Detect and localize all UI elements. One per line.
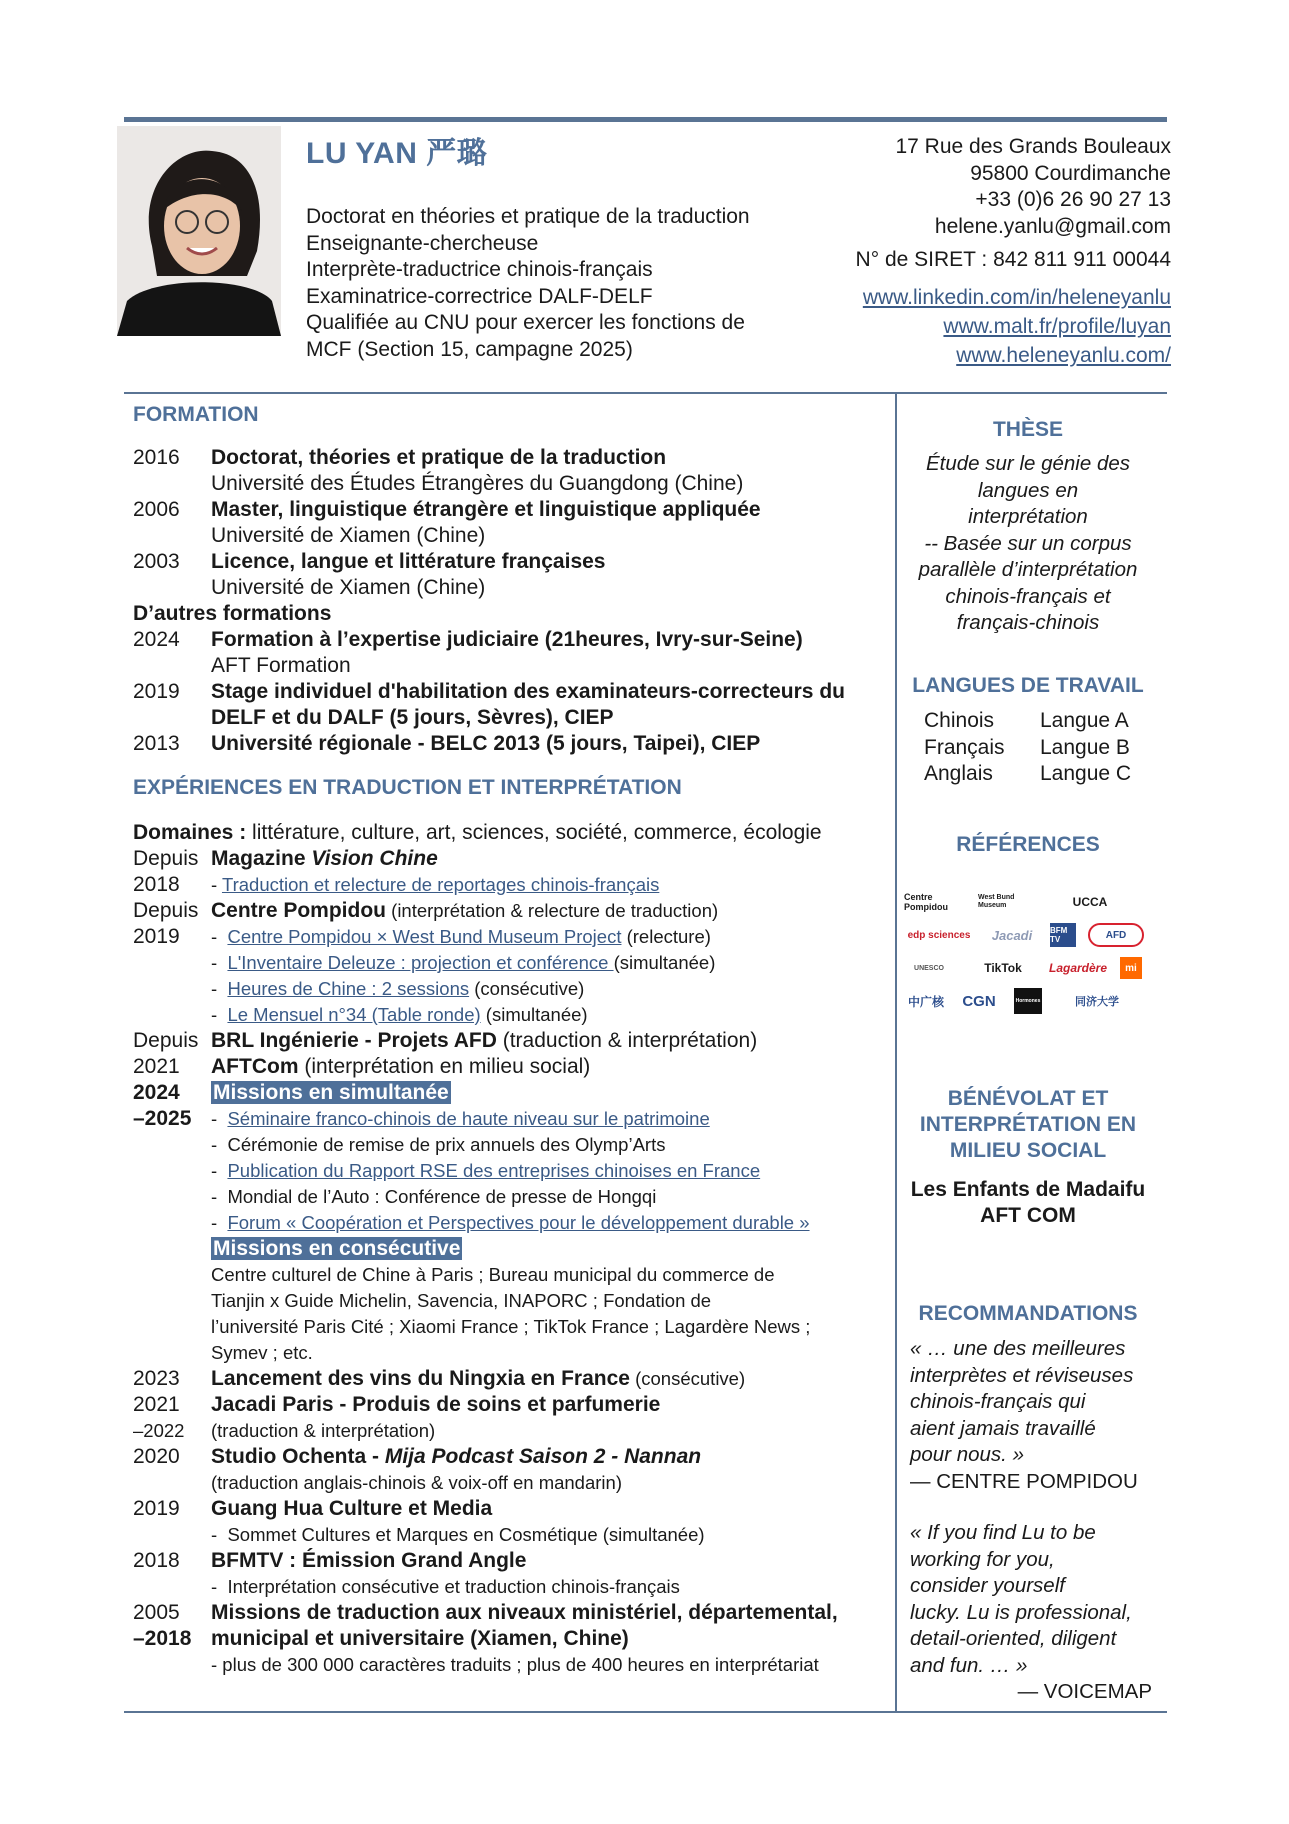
tongji-logo: 同济大学 xyxy=(1075,996,1119,1008)
note: (traduction anglais-chinois & voix-off en mandarin) xyxy=(211,1472,622,1493)
afd-logo: AFD xyxy=(1088,923,1144,947)
mission-item: - Mondial de l’Auto : Conférence de presse de Hongqi xyxy=(211,1186,657,1207)
task-item: - Heures de Chine : 2 sessions (consécutive) xyxy=(211,978,585,999)
org-missions: Missions de traduction aux niveaux ministériel, départemental, xyxy=(211,1601,838,1624)
address-city: 95800 Courdimanche xyxy=(970,161,1171,185)
school: Université des Études Étrangères du Guangdong (Chine) xyxy=(211,472,744,495)
task-item: - Sommet Cultures et Marques en Cosmétique (simultanée) xyxy=(211,1524,705,1545)
edp-sciences-logo: edp sciences xyxy=(907,929,971,941)
footer-rule xyxy=(124,1711,1167,1713)
year-end: –2025 xyxy=(133,1107,192,1130)
task-item: - Centre Pompidou × West Bund Museum Project (relecture) xyxy=(211,926,711,947)
unesco-logo: UNESCO xyxy=(914,964,944,972)
training-org: AFT Formation xyxy=(211,654,351,677)
lagardere-logo: Lagardère xyxy=(1048,961,1108,975)
recommendation-author: — CENTRE POMPIDOU xyxy=(910,1469,1138,1493)
org-aftcom: AFTCom (interprétation en milieu social) xyxy=(211,1055,591,1078)
year: 2020 xyxy=(133,1445,180,1468)
consecutive-clients: l’université Paris Cité ; Xiaomi France ; TikTok France ; Lagardère News ; xyxy=(211,1316,811,1337)
note: (traduction & interprétation) xyxy=(211,1420,436,1441)
domains-label: Domaines : xyxy=(133,821,247,844)
west-bund-logo: West Bund Museum xyxy=(978,894,1015,909)
references-heading: RÉFÉRENCES xyxy=(956,833,1100,856)
year: 2013 xyxy=(133,732,180,755)
qualification-line: Examinatrice-correctrice DALF-DELF xyxy=(306,284,653,308)
task-link[interactable]: L'Inventaire Deleuze : projection et conférence xyxy=(227,952,614,973)
org-bfmtv: BFMTV : Émission Grand Angle xyxy=(211,1549,527,1572)
year: 2024 xyxy=(133,1081,180,1104)
other-formations-heading: D’autres formations xyxy=(133,602,332,625)
task-link[interactable]: Heures de Chine : 2 sessions xyxy=(227,978,470,999)
qualifications xyxy=(306,204,750,363)
task-link[interactable]: Centre Pompidou × West Bund Museum Project xyxy=(227,926,622,947)
year: 2018 xyxy=(133,1549,180,1572)
language-levels: Langue A Langue B Langue C xyxy=(1040,709,1132,785)
domains xyxy=(133,820,822,846)
malt-link[interactable]: www.malt.fr/profile/luyan xyxy=(943,315,1171,338)
school: Université de Xiamen (Chine) xyxy=(211,576,486,599)
org-jacadi: Jacadi Paris - Produis de soins et parfumerie xyxy=(211,1393,661,1416)
website-link[interactable]: www.heleneyanlu.com/ xyxy=(956,344,1171,367)
task-item: - Le Mensuel n°34 (Table ronde) (simultanée) xyxy=(211,1004,588,1025)
org-ningxia: Lancement des vins du Ningxia en France (consécutive) xyxy=(211,1367,746,1390)
qualification-line: Enseignante-chercheuse xyxy=(306,231,539,255)
year: 2019 xyxy=(133,680,180,703)
recommendation-voicemap: « If you find Lu to be working for you, consider yourself lucky. Lu is professional, detail-oriented, diligent and fun. … » — VOICEMAP xyxy=(910,1520,1160,1706)
year: 2024 xyxy=(133,628,180,651)
profile-links xyxy=(863,283,1171,370)
depuis: Depuis xyxy=(133,899,199,922)
qualification-line: Qualifiée au CNU pour exercer les fonctions de xyxy=(306,311,745,334)
training-title: Stage individuel d'habilitation des examinateurs-correcteurs du xyxy=(211,680,845,703)
year: 2023 xyxy=(133,1367,180,1390)
qualification-line: Interprète-traductrice chinois-français xyxy=(306,258,653,281)
these-heading: THÈSE xyxy=(992,418,1063,441)
year: 2005 xyxy=(133,1601,180,1624)
recommendations-heading: RECOMMANDATIONS xyxy=(918,1302,1138,1325)
xiaomi-logo: mi xyxy=(1120,957,1142,979)
these-description: Étude sur le génie des langues en interprétation -- Basée sur un corpus parallèle d’interprétation chinois-français et français-chinois xyxy=(918,452,1138,634)
header-bottom-rule xyxy=(124,392,1167,394)
year-end: –2022 xyxy=(133,1420,185,1441)
reference-logos xyxy=(904,889,1146,1019)
siret: N° de SIRET : 842 811 911 00044 xyxy=(855,248,1171,271)
org-brl: BRL Ingénierie - Projets AFD (traduction & interprétation) xyxy=(211,1029,758,1052)
linkedin-link[interactable]: www.linkedin.com/in/heleneyanlu xyxy=(862,286,1171,309)
language-names: Chinois Français Anglais xyxy=(924,709,1005,785)
depuis: Depuis xyxy=(133,847,199,870)
email[interactable]: helene.yanlu@gmail.com xyxy=(934,214,1171,238)
contact-block xyxy=(856,134,1171,274)
task-link[interactable]: Le Mensuel n°34 (Table ronde) xyxy=(227,1004,481,1025)
langues-heading: LANGUES DE TRAVAIL xyxy=(912,674,1144,697)
org-ochenta: Studio Ochenta - Mija Podcast Saison 2 - Nannan xyxy=(211,1445,702,1468)
degree: Licence, langue et littérature françaises xyxy=(211,550,606,573)
task-link[interactable]: Traduction et relecture de reportages chinois-français xyxy=(221,874,660,895)
bfmtv-logo: BFM TV xyxy=(1050,923,1076,947)
ucca-logo: UCCA xyxy=(1072,895,1108,909)
zhongguanghe-logo: 中广核 xyxy=(907,994,944,1009)
org-guanghua: Guang Hua Culture et Media xyxy=(211,1497,493,1520)
qualification-line: Doctorat en théories et pratique de la traduction xyxy=(306,205,750,228)
mission-item: - Cérémonie de remise de prix annuels des Olymp’Arts xyxy=(211,1134,666,1155)
candidate-name: LU YAN 严璐 xyxy=(306,137,488,170)
training-title-cont: DELF et du DALF (5 jours, Sèvres), CIEP xyxy=(211,706,614,729)
simultaneous-missions-label: Missions en simultanée xyxy=(213,1081,449,1104)
consecutive-clients: Tianjin x Guide Michelin, Savencia, INAPORC ; Fondation de xyxy=(211,1290,712,1311)
training-title: Formation à l’expertise judiciaire (21heures, Ivry-sur-Seine) xyxy=(211,628,803,651)
formation-heading: FORMATION xyxy=(133,403,259,426)
year: 2019 xyxy=(133,1497,180,1520)
task-item: - Traduction et relecture de reportages chinois-français xyxy=(211,874,660,895)
year: 2006 xyxy=(133,498,180,521)
hormones-logo: Hormones xyxy=(1014,988,1042,1014)
recommendation-pompidou: « … une des meilleures interprètes et réviseuses chinois-français qui aient jamais travaillé pour nous. » — CENTRE POMPIDOU xyxy=(910,1336,1160,1495)
year: 2003 xyxy=(133,550,180,573)
training-title: Université régionale - BELC 2013 (5 jours, Taipei), CIEP xyxy=(211,732,761,755)
profile-photo xyxy=(117,126,281,336)
degree: Doctorat, théories et pratique de la traduction xyxy=(211,446,667,469)
header-top-rule xyxy=(124,117,1167,122)
domains-list: littérature, culture, art, sciences, société, commerce, écologie xyxy=(246,821,822,844)
year: 2018 xyxy=(133,873,180,896)
recommendation-author: — VOICEMAP xyxy=(1017,1680,1152,1703)
year-end: –2018 xyxy=(133,1627,192,1650)
org-pompidou: Centre Pompidou (interprétation & relecture de traduction) xyxy=(211,899,719,922)
year: 2019 xyxy=(133,925,180,948)
mission-item: - Publication du Rapport RSE des entreprises chinoises en France xyxy=(211,1160,761,1181)
cgn-logo: CGN xyxy=(962,992,996,1010)
qualification-line: MCF (Section 15, campagne 2025) xyxy=(306,337,633,361)
consecutive-clients: Centre culturel de Chine à Paris ; Bureau municipal du commerce de xyxy=(211,1264,775,1285)
year: 2021 xyxy=(133,1055,180,1078)
depuis: Depuis xyxy=(133,1029,199,1052)
tiktok-logo: TikTok xyxy=(984,961,1022,975)
task-item: - L'Inventaire Deleuze : projection et conférence (simultanée) xyxy=(211,952,716,973)
phone: +33 (0)6 26 90 27 13 xyxy=(975,188,1171,211)
centre-pompidou-logo: Centre Pompidou xyxy=(904,892,948,912)
jacadi-logo: Jacadi xyxy=(991,927,1033,943)
consecutive-missions-label: Missions en consécutive xyxy=(213,1237,461,1260)
org-vision-chine: Magazine Vision Chine xyxy=(211,847,438,870)
experiences-heading: EXPÉRIENCES EN TRADUCTION ET INTERPRÉTATION xyxy=(133,776,682,799)
benevolat-orgs: Les Enfants de Madaifu AFT COM xyxy=(910,1178,1146,1227)
mission-item: - Séminaire franco-chinois de haute niveau sur le patrimoine xyxy=(211,1108,710,1129)
year: 2016 xyxy=(133,446,180,469)
mission-item: - Forum « Coopération et Perspectives pour le développement durable » xyxy=(211,1212,810,1233)
org-missions-cont: municipal et universitaire (Xiamen, Chine) xyxy=(211,1627,629,1650)
address-street: 17 Rue des Grands Bouleaux xyxy=(895,135,1171,158)
benevolat-heading: BÉNÉVOLAT ET INTERPRÉTATION EN MILIEU SOCIAL xyxy=(919,1087,1137,1162)
task-item: - Interprétation consécutive et traduction chinois-français xyxy=(211,1576,680,1597)
year: 2021 xyxy=(133,1393,180,1416)
consecutive-clients: Symev ; etc. xyxy=(211,1342,313,1363)
degree: Master, linguistique étrangère et linguistique appliquée xyxy=(211,498,761,521)
school: Université de Xiamen (Chine) xyxy=(211,524,486,547)
task-item: - plus de 300 000 caractères traduits ; plus de 400 heures en interprétariat xyxy=(211,1654,819,1675)
